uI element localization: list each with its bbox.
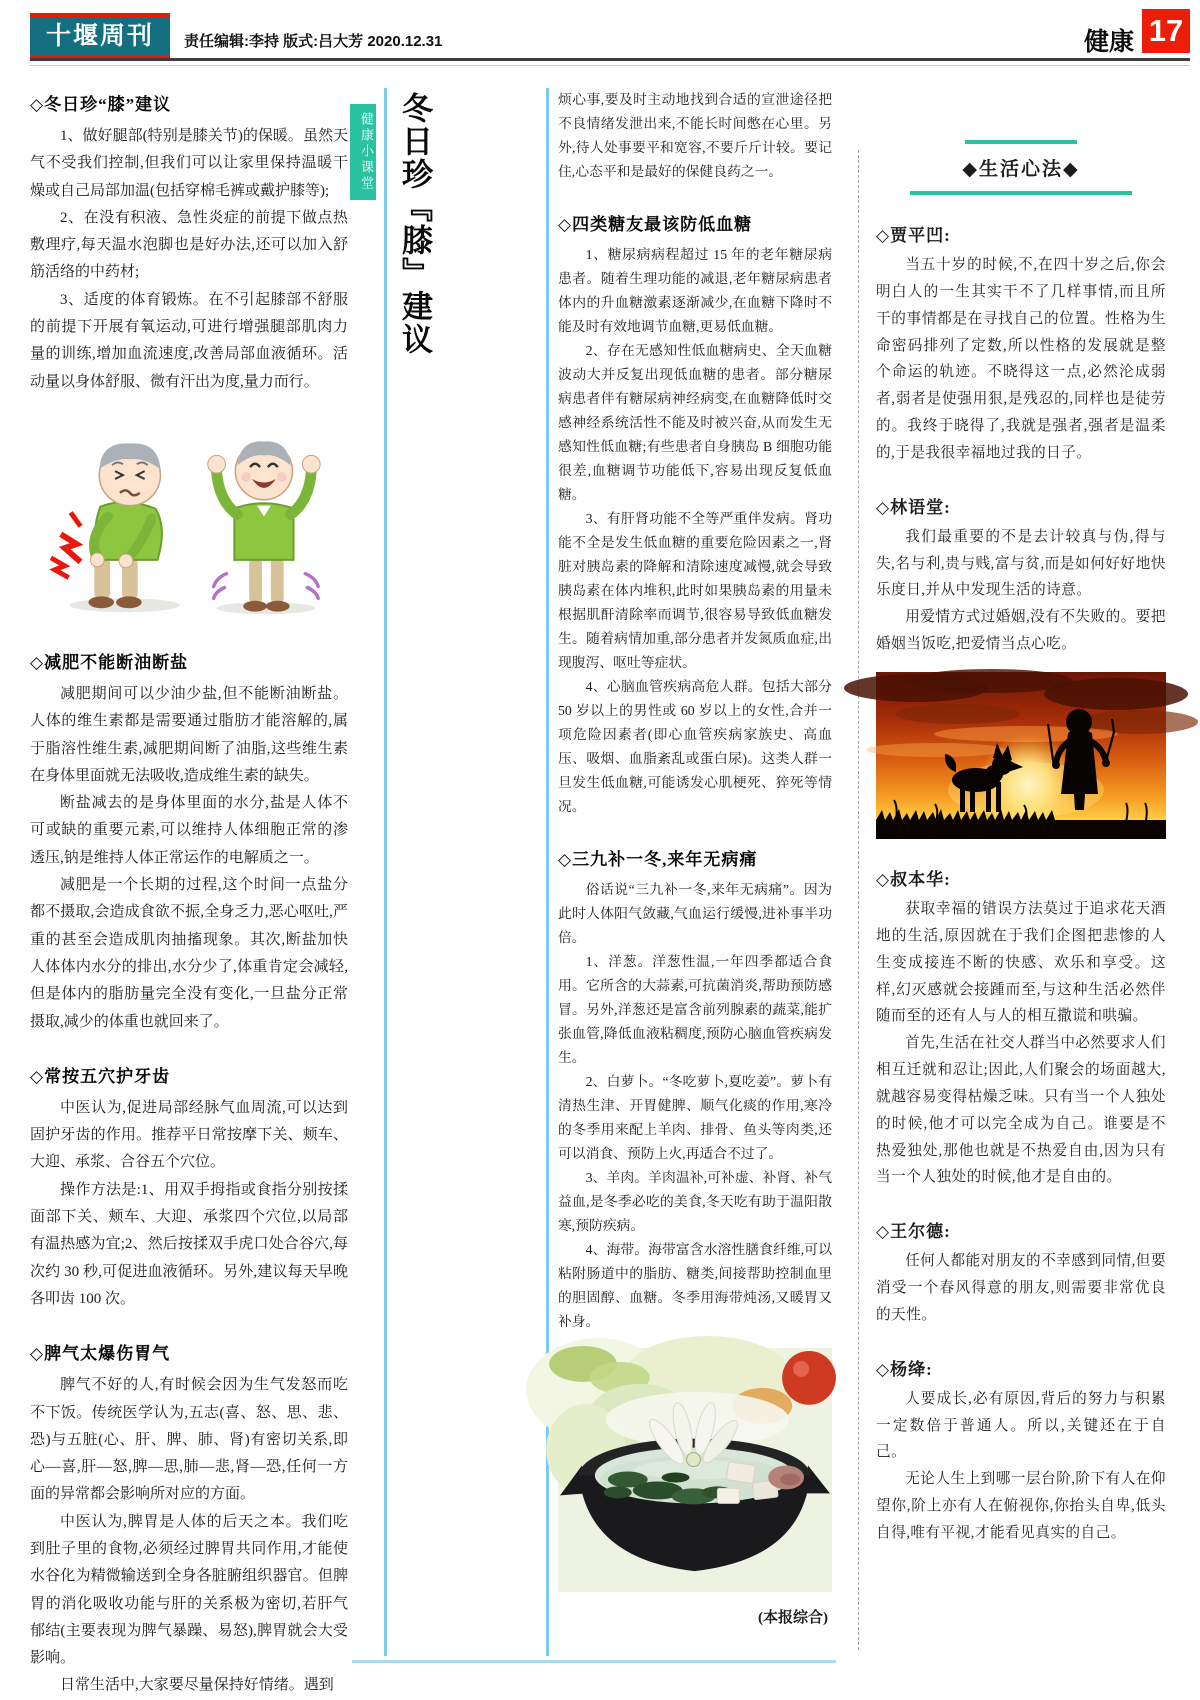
section-label: 健康 [1083, 28, 1134, 56]
quote-author: ◇叔本华: [876, 869, 951, 889]
header-rule [30, 58, 1190, 61]
paragraph: 1、糖尿病病程超过 15 年的老年糖尿病患者。随着生理功能的减退,老年糖尿病患者体内的升血糖激素逐渐减少,在血糖下降时不能及时有效地调节血糖,更易低血糖。 [558, 247, 832, 334]
vertical-divider [384, 88, 387, 1656]
feature-badge: 健康小课堂 [350, 104, 376, 200]
paragraph: 中医认为,脾胃是人体的后天之本。我们吃到肚子里的食物,必须经过脾胃共同作用,才能使水谷化为精微输送到全身各脏腑组织器官。但脾胃的消化吸收功能与肝的关系极为密切,若肝气郁结(主要表现为脾气暴躁、易怒),脾胃就会大受影响。 [30, 1513, 348, 1667]
quote-author: ◇林语堂: [876, 497, 951, 517]
paragraph: 俗话说“三九补一冬,来年无病痛”。因为此时人体阳气敛藏,气血运行缓慢,进补事半功倍。 [558, 882, 832, 945]
life-tips-title: ◆生活心法◆ [962, 159, 1080, 180]
paragraph: 2、白萝卜。“冬吃萝卜,夏吃姜”。萝卜有清热生津、开胃健脾、顺气化痰的作用,寒冷的冬季用来配上羊肉、排骨、鱼头等肉类,还可以消食、预防上火,再适合不过了。 [558, 1074, 832, 1161]
article-heading: ◇常按五穴护牙齿 [30, 1066, 171, 1086]
paragraph: 4、海带。海带富含水溶性膳食纤维,可以粘附肠道中的脂肪、糖类,间接帮助控制血里的胆固醇、血糖。冬季用海带炖汤,又暖胃又补身。 [558, 1242, 832, 1329]
article-heading: ◇脾气太爆伤胃气 [30, 1344, 171, 1364]
paragraph: 减肥是一个长期的过程,这个时间一点盐分都不摄取,会造成食欲不振,全身乏力,恶心呕吐,严重的甚至会造成肌肉抽搐现象。其次,断盐加快人体体内水分的排出,水分少了,体重肯定会减轻,但是体内的脂肪量完全没有变化,一旦盐分正常摄取,减少的体重也就回来了。 [30, 877, 348, 1030]
paragraph: 2、在没有积液、急性炎症的前提下做点热敷理疗,每天温水泡脚也是好办法,还可以加入舒筋活络的中药材; [30, 209, 348, 281]
teal-rule-bottom [910, 191, 1132, 195]
masthead-logo: 十堰周刊 [30, 13, 170, 59]
quote-text: 我们最重要的不是去计较真与伪,得与失,名与利,贵与贱,富与贫,而是如何好好地快乐度日,并从中发现生活的诗意。 [876, 528, 1166, 599]
dashed-column-divider [858, 150, 859, 1650]
paragraph-continuation: 烦心事,要及时主动地找到合适的宣泄途径把不良情绪发泄出来,不能长时间憋在心里。另外,待人处事要平和宽容,不要斤斤计较。要记住,心态平和是最好的保健良药之一。 [558, 92, 832, 179]
article-heading: ◇四类糖友最该防低血糖 [558, 215, 753, 234]
knee-cartoon-illustration [30, 410, 348, 622]
paragraph: 中医认为,促进局部经脉气血周流,可以达到固护牙齿的作用。推荐平日常按摩下关、颊车、大迎、承浆、合谷五个穴位。 [30, 1099, 348, 1171]
quote-text: 无论人生上到哪一层台阶,阶下有人在仰望你,阶上亦有人在俯视你,你抬头自卑,低头自得,唯有平视,才能看见真实的自己。 [876, 1471, 1166, 1541]
life-tips-box [876, 140, 1166, 195]
paragraph: 断盐减去的是身体里面的水分,盐是人体不可或缺的重要元素,可以维持人体细胞正常的渗透压,钠是维持人体正常运作的电解质之一。 [30, 795, 348, 866]
paragraph: 1、做好腿部(特别是膝关节)的保暖。虽然天气不受我们控制,但我们可以让家里保持温暖干燥或自己局部加温(包括穿棉毛裤或戴护膝等); [30, 128, 348, 199]
quote-author: ◇贾平凹: [876, 226, 951, 245]
paragraph: 脾气不好的人,有时候会因为生气发怒而吃不下饭。传统医学认为,五志(喜、怒、思、悲、恐)与五脏(心、肝、脾、肺、肾)有密切关系,即心—喜,肝—怒,脾—思,肺—悲,肾—恐,任何一方面的异常都会影响所对应的方面。 [30, 1377, 348, 1503]
quote-text: 首先,生活在社交人群当中必然要求人们相互迁就和忍让;因此,人们聚会的场面越大,就越容易变得枯燥乏味。只有当一个人独处的时候,他才可以完全成为自己。谁要是不热爱独处,那他也就是不热爱自由,因为只有当一个人独处的时候,他才是自由的。 [876, 1035, 1166, 1186]
article-heading: ◇减肥不能断油断盐 [30, 652, 189, 672]
quote-text: 用爱情方式过婚姻,没有不失败的。要把婚姻当饭吃,把爱情当点心吃。 [876, 609, 1166, 653]
quote-author: ◇杨绛: [876, 1359, 933, 1379]
paragraph: 3、有肝肾功能不全等严重伴发病。肾功能不全是发生低血糖的重要危险因素之一,肾脏对胰岛素的降解和清除速度减慢,就会导致胰岛素在体内堆积,此时如果胰岛素的用量未根据肌酐清除率而调节,很容易导致低血糖发生。随着病情加重,部分患者并发氮质血症,出现腹泻、呕吐等症状。 [558, 511, 832, 670]
article-heading: ◇三九补一冬,来年无病痛 [558, 850, 758, 869]
paragraph: 日常生活中,大家要尽量保持好情绪。遇到 [60, 1677, 334, 1694]
feature-vertical-title: 冬日珍『膝』建议 [397, 92, 432, 356]
quote-text: 任何人都能对朋友的不幸感到同情,但要消受一个春风得意的朋友,则需要非常优良的天性。 [876, 1253, 1166, 1323]
paragraph: 4、心脑血管疾病高危人群。包括大部分 50 岁以上的男性或 60 岁以上的女性,合并一项危险因素者(即心血管疾病家族史、高血压、吸烟、血脂紊乱或蛋白尿)。这类人群一旦发生低血糖,可能诱发心肌梗死、猝死等情况。 [558, 679, 832, 814]
editor-line: 责任编辑:李持 版式:吕大芳 2020.12.31 [184, 33, 443, 50]
paragraph: 减肥期间可以少油少盐,但不能断油断盐。人体的维生素都是需要通过脂肪才能溶解的,属于脂溶性维生素,减肥期间断了油脂,这些维生素在身体里面就无法吸收,造成维生素的缺失。 [30, 685, 348, 784]
paragraph: 2、存在无感知性低血糖病史、全天血糖波动大并反复出现低血糖的患者。部分糖尿病患者伴有糖尿病神经病变,在血糖降低时交感神经系统活性不能及时被兴奋,从而发生无感知性低血糖;有些患者自身胰岛 B 细胞功能很差,血糖调节功能低下,容易出现反复低血糖。 [558, 343, 832, 502]
quote-author: ◇王尔德: [876, 1222, 951, 1242]
quote-text: 人要成长,必有原因,背后的努力与积累一定数倍于普通人。所以,关键还在于自己。 [876, 1390, 1166, 1461]
article-heading: ◇冬日珍“膝”建议 [30, 95, 172, 114]
column-left [30, 88, 348, 1694]
column-right [876, 88, 1166, 1670]
column-middle [558, 88, 832, 1668]
paragraph: 1、洋葱。洋葱性温,一年四季都适合食用。它所含的大蒜素,可抗菌消炎,帮助预防感冒。另外,洋葱还是富含前列腺素的蔬菜,能扩张血管,降低血液粘稠度,预防心脑血管疾病发生。 [558, 954, 832, 1065]
seaweed-soup-photo [558, 1348, 832, 1592]
byline: (本报综合) [758, 1610, 828, 1626]
paragraph: 3、羊肉。羊肉温补,可补虚、补肾、补气益血,是冬季必吃的美食,冬天吃有助于温阳散寒,预防疾病。 [558, 1170, 832, 1233]
page-number-badge: 17 [1142, 9, 1190, 53]
quote-text: 当五十岁的时候,不,在四十岁之后,你会明白人的一生其实干不了几样事情,而且所干的事情都是在寻找自己的位置。性格为生命密码排列了定数,所以性格的发展就是整个命运的轨迹。不晓得这一点,必然沦成弱者,弱者是使强用狠,是残忍的,同样也是徒劳的。我终于晓得了,我就是强者,强者是温柔的,于是我很幸福地过我的日子。 [876, 257, 1166, 461]
quote-text: 获取幸福的错误方法莫过于追求花天酒地的生活,原因就在于我们企图把悲惨的人生变成接连不断的快感、欢乐和享受。这样,幻灭感就会接踵而至,与这种生活必然伴随而至的还有人与人的相互撒谎和哄骗。 [876, 900, 1166, 1025]
sunset-child-dog-photo [876, 672, 1166, 839]
teal-rule-top [965, 140, 1077, 144]
paragraph: 3、适度的体育锻炼。在不引起膝部不舒服的前提下开展有氧运动,可进行增强腿部肌肉力量的训练,增加血流速度,改善局部血液循环。活动量以身体舒服、微有汗出为度,量力而行。 [30, 291, 348, 390]
header-rule-light [30, 65, 1190, 66]
paragraph: 操作方法是:1、用双手拇指或食指分别按揉面部下关、颊车、大迎、承浆四个穴位,以局部有温热感为宜;2、然后按揉双手虎口处合谷穴,每次约 30 秒,可促进血液循环。另外,建议每天早晚各叩齿 100 次。 [30, 1181, 348, 1307]
